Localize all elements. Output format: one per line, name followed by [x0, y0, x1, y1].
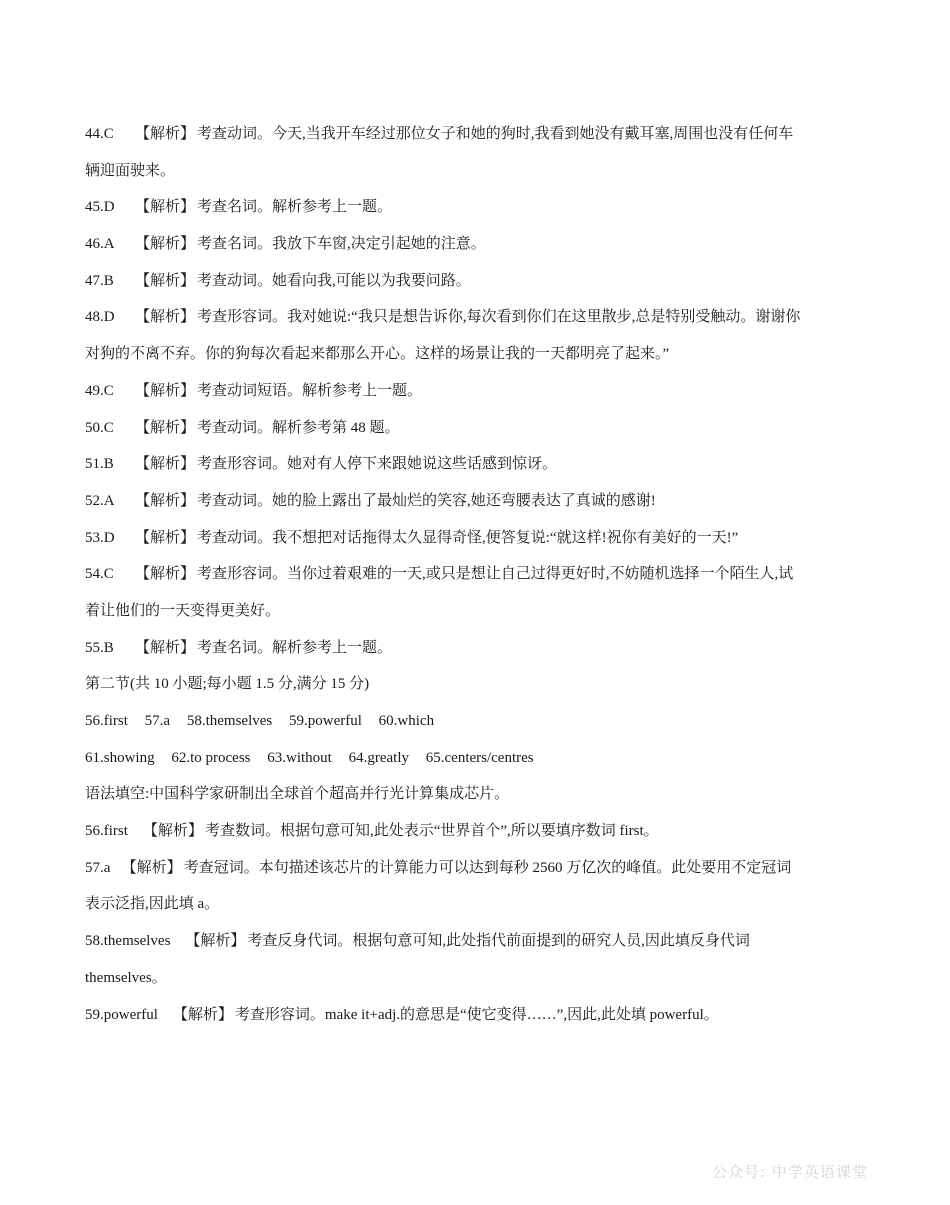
item-54 [85, 556, 875, 629]
item2-57 [85, 850, 875, 923]
item-number: 58.themselves [85, 933, 171, 950]
analysis-tag: 【解析】 [135, 126, 196, 142]
item-text: 考查名词。解析参考上一题。 [197, 639, 393, 656]
item-44 [85, 116, 875, 189]
item2-56 [85, 813, 875, 850]
item-51 [85, 446, 875, 483]
item-text: 考查动词。我不想把对话拖得太久显得奇怪,便答复说:“就这样!祝你有美好的一天!” [197, 529, 739, 546]
analysis-tag: 【解析】 [135, 529, 196, 546]
item-text-continued: 辆迎面驶来。 [85, 162, 176, 179]
item-text: 考查名词。解析参考上一题。 [197, 199, 393, 216]
item2-59 [85, 997, 875, 1034]
analysis-tag: 【解析】 [135, 639, 196, 656]
analysis-tag: 【解析】 [172, 1006, 233, 1023]
answer-64: 64.greatly [348, 749, 409, 766]
item-55 [85, 630, 875, 667]
item-number: 55.B [85, 639, 114, 656]
item-text: 考查形容词。当你过着艰难的一天,或只是想让自己过得更好时,不妨随机选择一个陌生人,试 [197, 566, 794, 583]
item-text: 考查形容词。她对有人停下来跟她说这些话感到惊讶。 [197, 456, 558, 473]
item-number: 50.C [85, 419, 114, 436]
item-text: 考查动词短语。解析参考上一题。 [197, 382, 423, 399]
item-46 [85, 226, 875, 263]
item-number: 45.D [85, 199, 115, 216]
analysis-tag: 【解析】 [135, 382, 196, 399]
item-text: 考查动词。她看向我,可能以为我要问路。 [197, 272, 471, 289]
section2-answers-row2 [85, 740, 875, 777]
item-45 [85, 189, 875, 226]
item-text: 考查冠词。本句描述该芯片的计算能力可以达到每秒 2560 万亿次的峰值。此处要用不定冠词 [183, 859, 792, 876]
item-text: 考查动词。今天,当我开车经过那位女子和她的狗时,我看到她没有戴耳塞,周围也没有任何车 [197, 126, 794, 142]
answer-56: 56.first [85, 713, 128, 729]
item-text: 考查动词。她的脸上露出了最灿烂的笑容,她还弯腰表达了真诚的感谢! [197, 492, 656, 509]
item-number: 44.C [85, 126, 114, 142]
item-text-continued: 着让他们的一天变得更美好。 [85, 602, 281, 619]
item-text: 考查数词。根据句意可知,此处表示“世界首个”,所以要填序数词 first。 [204, 823, 659, 840]
item-number: 59.powerful [85, 1006, 158, 1023]
answer-58: 58.themselves [186, 713, 273, 729]
item-number: 57.a [85, 859, 111, 876]
answer-57: 57.a [144, 713, 171, 729]
answer-63: 63.without [267, 749, 332, 766]
section2-answers-row1 [85, 703, 875, 740]
analysis-tag: 【解析】 [135, 272, 196, 289]
item-text-continued: themselves。 [85, 969, 167, 986]
analysis-tag: 【解析】 [142, 823, 203, 840]
item-number: 51.B [85, 456, 114, 473]
item-50 [85, 410, 875, 447]
analysis-tag: 【解析】 [121, 859, 182, 876]
analysis-tag: 【解析】 [135, 492, 196, 509]
item-number: 53.D [85, 529, 115, 546]
item-number: 56.first [85, 823, 128, 840]
item-number: 47.B [85, 272, 114, 289]
item-52 [85, 483, 875, 520]
analysis-tag: 【解析】 [135, 566, 196, 583]
item-number: 54.C [85, 566, 114, 583]
item-49 [85, 373, 875, 410]
analysis-tag: 【解析】 [135, 199, 196, 216]
item-text: 考查名词。我放下车窗,决定引起她的注意。 [197, 236, 486, 253]
answer-62: 62.to process [171, 749, 251, 766]
item-text: 考查反身代词。根据句意可知,此处指代前面提到的研究人员,因此填反身代词 [247, 933, 750, 950]
answer-document [85, 116, 875, 1033]
answer-60: 60.which [378, 713, 435, 729]
item-text: 考查动词。解析参考第 48 题。 [197, 419, 400, 436]
item-number: 52.A [85, 492, 115, 509]
item-47 [85, 263, 875, 300]
watermark: 公众号: 中学英语课堂 [712, 1163, 868, 1181]
analysis-tag: 【解析】 [135, 236, 196, 253]
answer-61: 61.showing [85, 749, 155, 766]
item-text: 考查形容词。我对她说:“我只是想告诉你,每次看到你们在这里散步,总是特别受触动。谢谢你 [197, 309, 801, 326]
answer-59: 59.powerful [289, 713, 362, 729]
item-number: 46.A [85, 236, 115, 253]
analysis-tag: 【解析】 [135, 456, 196, 473]
item-text-continued: 表示泛指,因此填 a。 [85, 896, 220, 913]
analysis-tag: 【解析】 [135, 309, 196, 326]
analysis-tag: 【解析】 [135, 419, 196, 436]
answer-65: 65.centers/centres [425, 749, 534, 766]
section2-topic: 语法填空:中国科学家研制出全球首个超高并行光计算集成芯片。 [85, 786, 510, 803]
item-48 [85, 299, 875, 372]
item-number: 49.C [85, 382, 114, 399]
item2-58 [85, 923, 875, 996]
item-text-continued: 对狗的不离不弃。你的狗每次看起来都那么开心。这样的场景让我的一天都明亮了起来。” [85, 346, 670, 363]
analysis-tag: 【解析】 [185, 933, 246, 950]
item-text: 考查形容词。make it+adj.的意思是“使它变得……”,因此,此处填 powerful。 [234, 1006, 719, 1023]
item-number: 48.D [85, 309, 115, 326]
section2-title: 第二节(共 10 小题;每小题 1.5 分,满分 15 分) [85, 676, 370, 693]
item-53 [85, 520, 875, 557]
